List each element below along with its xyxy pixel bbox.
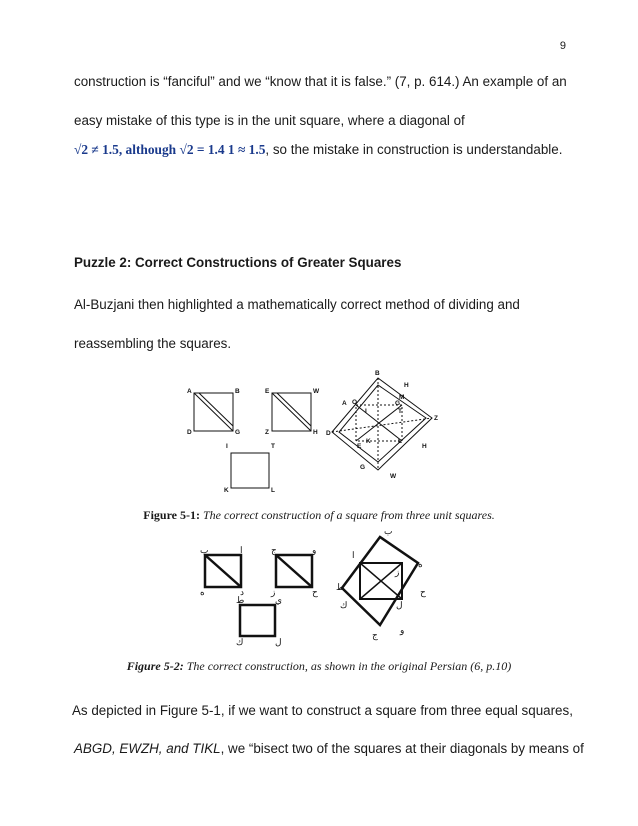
ar-label-13: ب [384, 527, 393, 537]
paragraph-1-line-3 [74, 142, 562, 158]
assembled-square [332, 378, 432, 470]
ar-label-4: د [240, 588, 245, 598]
label-r-e: E [357, 443, 362, 450]
paragraph-1-line-3-text: , so the mistake in construction is understandable. [265, 142, 563, 157]
ar-label-1: ب [200, 546, 209, 556]
label-r-w: W [390, 473, 397, 480]
paragraph-3-line-2 [74, 741, 584, 756]
label-t: T [271, 443, 275, 450]
label-l: L [271, 487, 275, 494]
figure-5-1-caption-text: The correct construction of a square from three unit squares. [200, 508, 495, 522]
figure-5-1-caption-label: Figure 5-1: [143, 508, 200, 522]
ar-label-17: ح [420, 588, 426, 598]
label-r-a: A [342, 400, 347, 407]
ar-label-15: ا [352, 551, 355, 561]
diagonal-ag [194, 393, 233, 431]
figure-5-2-caption-text: The correct construction, as shown in the original Persian (6, p.10) [183, 659, 512, 673]
label-d: D [187, 429, 192, 436]
label-g: G [235, 429, 241, 436]
label-r-t: T [398, 408, 402, 415]
ar-label-6: و [312, 546, 317, 556]
ar-label-22: ج [372, 631, 378, 641]
ar-label-7: ز [271, 588, 276, 598]
figure-5-2-diagram [0, 520, 638, 652]
section-heading: Puzzle 2: Correct Constructions of Greater Squares [74, 255, 402, 270]
math-inequality: √2 ≠ 1.5, although √2 = 1.4 1 ≈ 1.5 [74, 142, 266, 157]
label-i: I [226, 443, 228, 450]
square-names: ABGD, EWZH, and TIKL [74, 741, 221, 756]
paragraph-1-line-1: construction is “fanciful” and we “know that it is false.” (7, p. 614.) An example of an [74, 74, 567, 89]
ar-label-14: ه [418, 560, 423, 570]
ar-label-3: ه [200, 588, 205, 598]
ar-label-21: و [400, 626, 405, 636]
ar-label-11: ك [236, 638, 244, 648]
label-r-g: G [395, 400, 401, 407]
label-r-o: O [352, 399, 358, 406]
ar-label-18: ط [336, 583, 345, 593]
label-r-g2: G [360, 464, 366, 471]
ar-label-8: ح [312, 588, 318, 598]
ar-label-20: ل [396, 601, 403, 611]
ar-label-9: ط [236, 596, 245, 606]
label-r-k: K [366, 438, 371, 445]
label-r-m: M [399, 394, 405, 401]
figure-5-1-diagram [0, 360, 638, 500]
label-r-i: I [365, 408, 367, 415]
diagonal-eh [272, 393, 311, 431]
persian-square-3 [240, 605, 275, 636]
ar-label-16: ز [395, 568, 400, 578]
ar-label-12: ل [275, 638, 282, 648]
label-k: K [224, 487, 229, 494]
label-e: E [265, 388, 270, 395]
label-r-b: B [375, 370, 380, 377]
paragraph-2-line-2: reassembling the squares. [74, 336, 232, 351]
label-r-h2: H [422, 443, 427, 450]
paragraph-3-line-2-text: , we “bisect two of the squares at their diagonals by means of [220, 741, 584, 756]
paragraph-1-line-2: easy mistake of this type is in the unit square, where a diagonal of [74, 113, 465, 128]
ar-label-5: ج [271, 546, 277, 556]
label-r-z: Z [434, 415, 438, 422]
label-w: W [313, 388, 320, 395]
label-a: A [187, 388, 192, 395]
ar-label-10: ي [275, 596, 283, 606]
label-r-l: L [398, 438, 402, 445]
paragraph-3-line-1: As depicted in Figure 5-1, if we want to construct a square from three equal squares, [72, 703, 573, 718]
ar-label-2: ا [240, 546, 243, 556]
paragraph-2-line-1: Al-Buzjani then highlighted a mathematically correct method of dividing and [74, 297, 520, 312]
label-z: Z [265, 429, 269, 436]
square-tikl [231, 453, 269, 488]
label-h: H [313, 429, 318, 436]
label-b: B [235, 388, 240, 395]
figure-5-2-caption [0, 659, 638, 674]
label-r-d: D [326, 430, 331, 437]
label-r-h: H [404, 382, 409, 389]
page-number: 9 [559, 40, 566, 52]
figure-5-2-caption-label: Figure 5-2: [126, 659, 184, 673]
ar-label-19: ك [340, 601, 348, 611]
